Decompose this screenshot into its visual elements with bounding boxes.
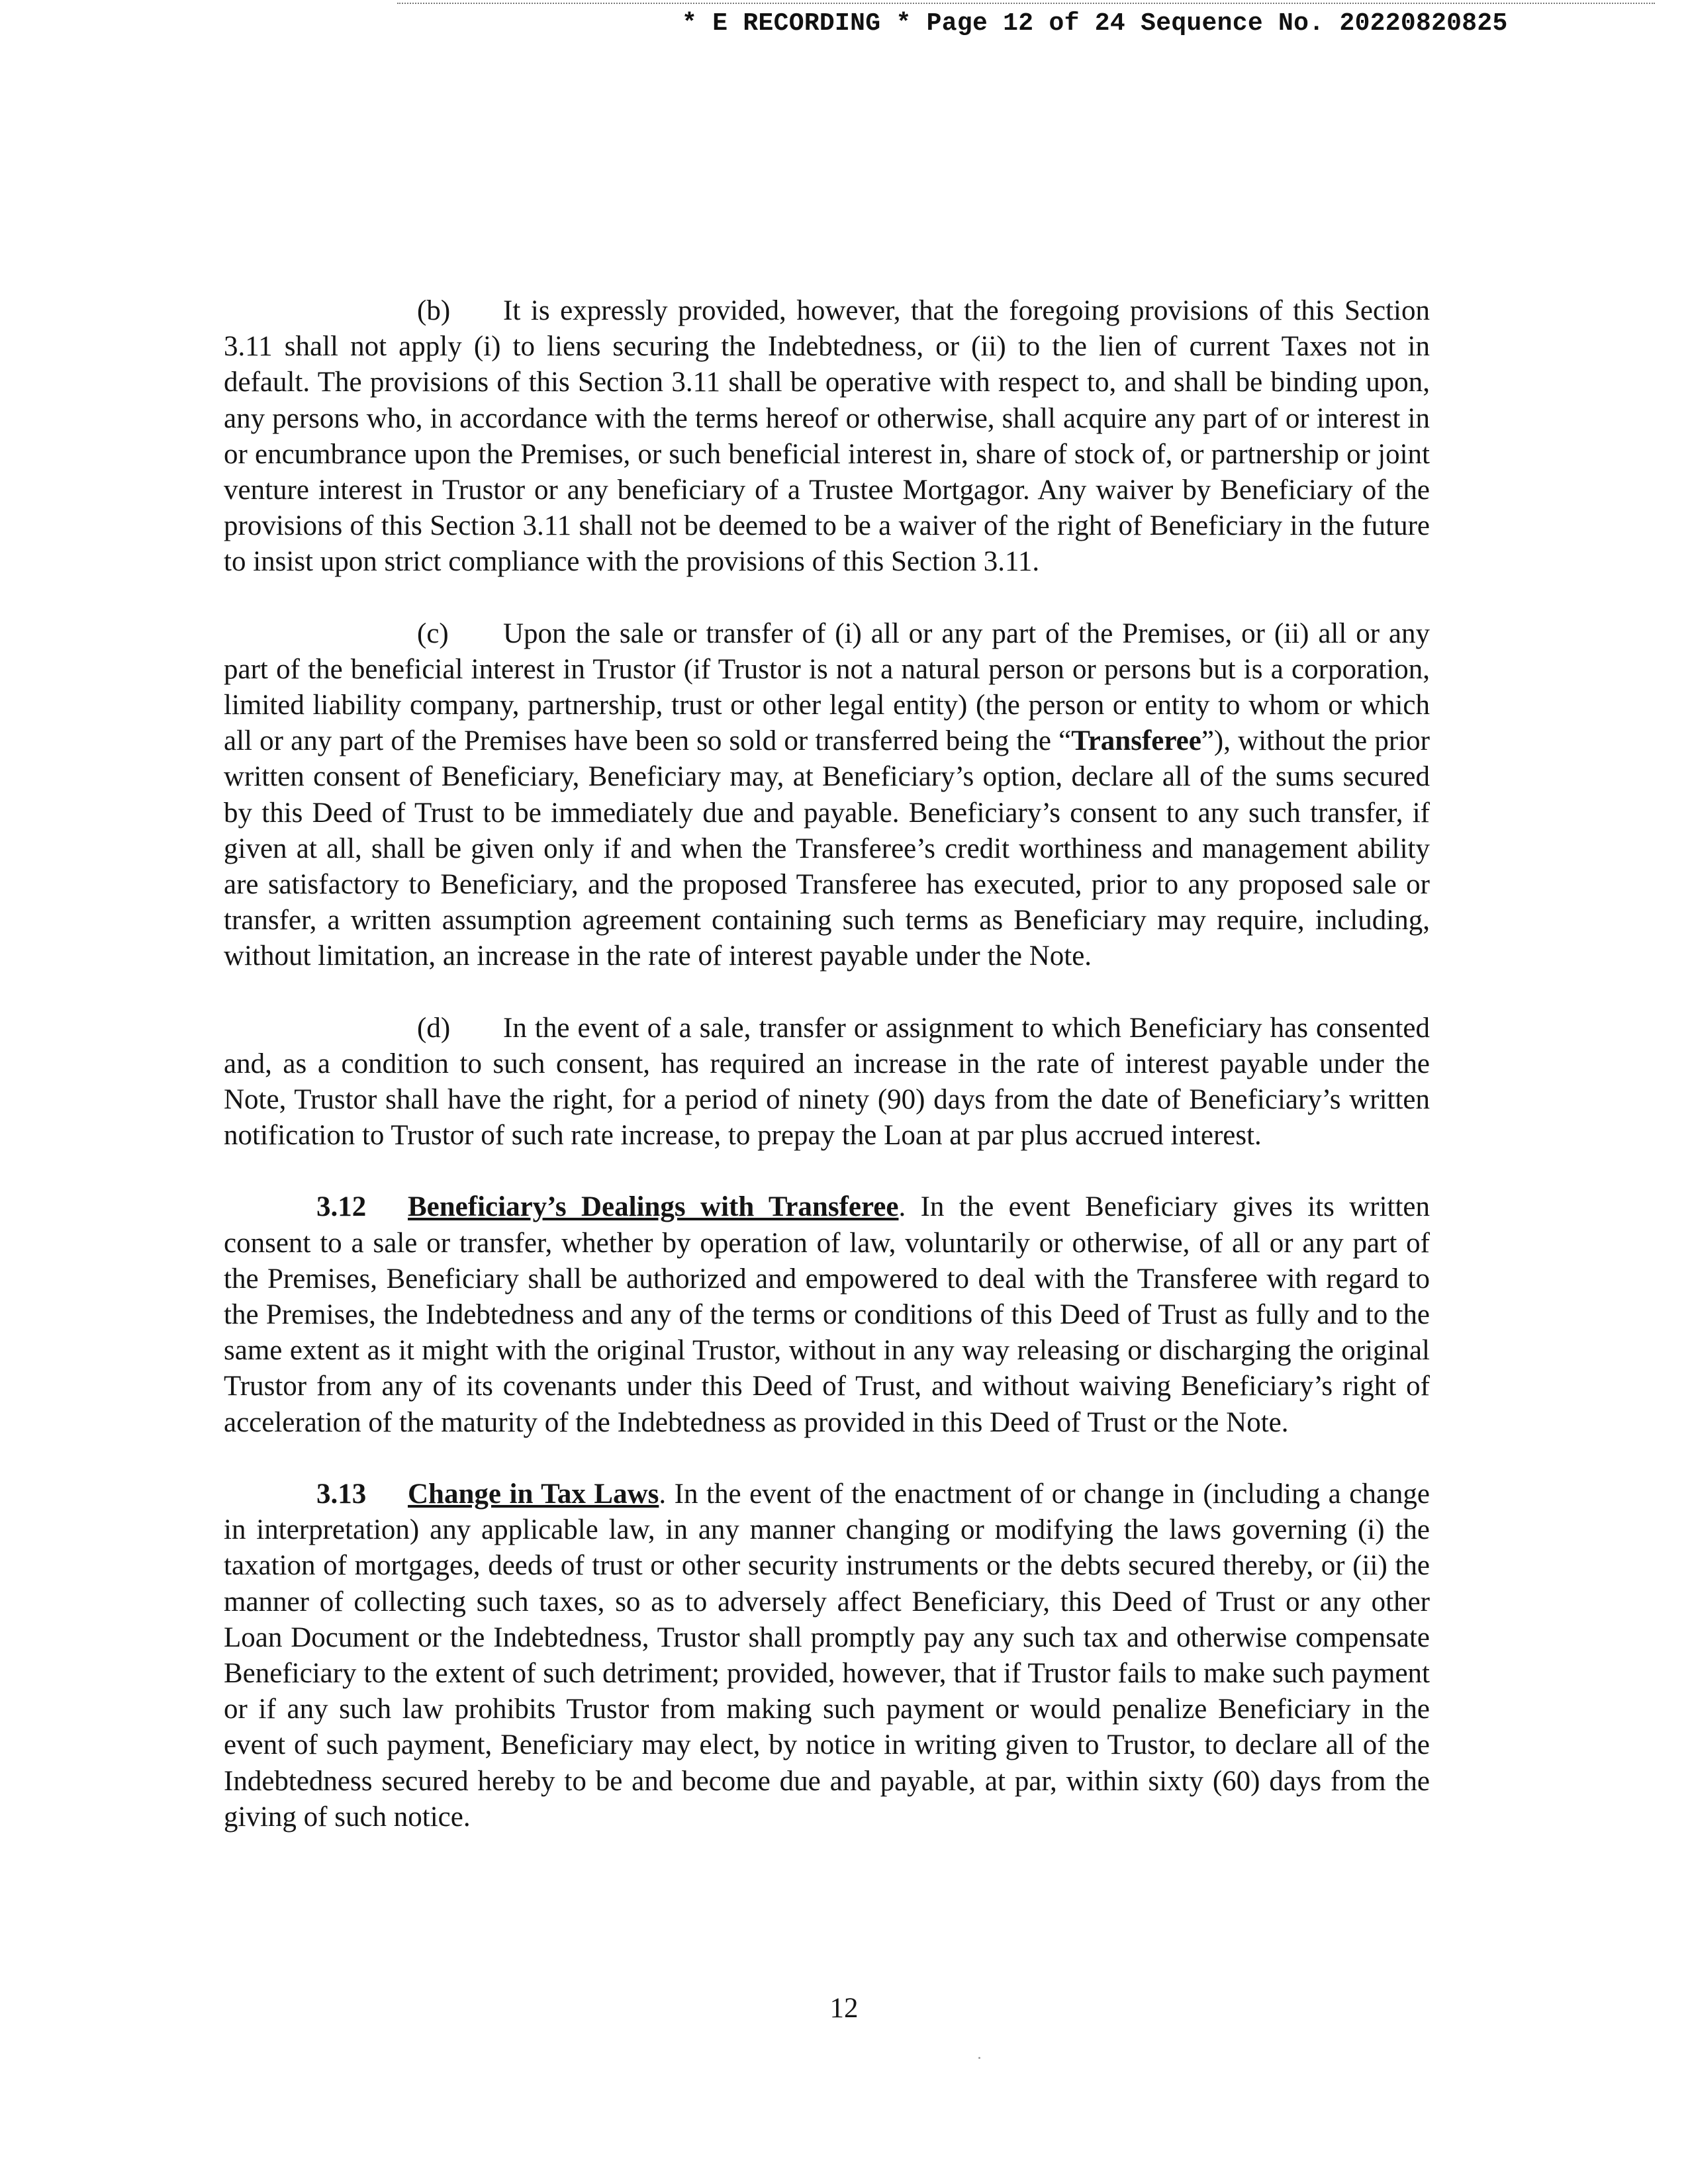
- paragraph-b-label: (b): [417, 295, 451, 326]
- paragraph-d-text: In the event of a sale, transfer or assignment to which Beneficiary has consented and, as a condition to such consent, has required an increase in the rate of interest payable under the Note, Trustor shall have the right, for a period of ninety (90) days from the date of Beneficiary’s written notification to Trustor of such rate increase, to prepay the Loan at par plus accrued interest.: [224, 1012, 1430, 1152]
- paragraph-c-text-after: ”), without the prior written consent of Beneficiary, Beneficiary may, at Beneficiary’s option, declare all of the sums secured by this Deed of Trust to be immediately due and payable. Beneficiary’s consent to any such transfer, if given at all, shall be given only if and when the Transferee’s credit worthiness and management ability are satisfactory to Beneficiary, and the proposed Transferee has executed, prior to any proposed sale or transfer, a written assumption agreement containing such terms as Beneficiary may require, including, without limitation, an increase in the rate of interest payable under the Note.: [224, 725, 1430, 972]
- paragraph-b-text: It is expressly provided, however, that the foregoing provisions of this Section 3.11 shall not apply (i) to liens securing the Indebtedness, or (ii) to the lien of current Taxes not in default. The provisions of this Section 3.11 shall be operative with respect to, and shall be binding upon, any persons who, in accordance with the terms hereof or otherwise, shall acquire any part of or interest in or encumbrance upon the Premises, or such beneficial interest in, share of stock of, or partnership or joint venture interest in Trustor or any beneficiary of a Trustee Mortgagor. Any waiver by Beneficiary of the provisions of this Section 3.11 shall not be deemed to be a waiver of the right of Beneficiary in the future to insist upon strict compliance with the provisions of this Section 3.11.: [224, 295, 1430, 578]
- section-3-12-number: 3.12: [316, 1191, 367, 1223]
- paragraph-c-label-wrap: [224, 618, 503, 649]
- section-3-12: [224, 1189, 1430, 1440]
- paragraph-c-label: (c): [417, 617, 449, 649]
- paragraph-d: [224, 1011, 1430, 1154]
- section-3-12-text: . In the event Beneficiary gives its written consent to a sale or transfer, whether by operation of law, voluntarily or otherwise, of all or any part of the Premises, Beneficiary shall be authorized and empowered to deal with the Transferee with regard to the Premises, the Indebtedness and any of the terms or conditions of this Deed of Trust as fully and to the same extent as it might with the original Trustor, without in any way releasing or discharging the original Trustor from any of its covenants under this Deed of Trust, and without waiving Beneficiary’s right of acceleration of the maturity of the Indebtedness as provided in this Deed of Trust or the Note.: [224, 1191, 1430, 1438]
- section-3-13-number: 3.13: [316, 1478, 367, 1510]
- paragraph-d-label-wrap: [224, 1013, 503, 1044]
- recording-stamp: * E RECORDING * Page 12 of 24 Sequence No. 20220820825: [682, 9, 1508, 38]
- section-3-13-text: . In the event of the enactment of or change in (including a change in interpretation) any applicable law, in any manner changing or modifying the laws governing (i) the taxation of mortgages, deeds of trust or other security instruments or the debts secured thereby, or (ii) the manner of collecting such taxes, so as to adversely affect Beneficiary, this Deed of Trust or any other Loan Document or the Indebtedness, Trustor shall promptly pay any such tax and otherwise compensate Beneficiary to the extent of such detriment; provided, however, that if Trustor fails to make such payment or if any such law prohibits Trustor from making such payment or would penalize Beneficiary in the event of such payment, Beneficiary may elect, by notice in writing given to Trustor, to declare all of the Indebtedness secured hereby to be and become due and payable, at par, within sixty (60) days from the giving of such notice.: [224, 1478, 1430, 1833]
- section-3-12-title: Beneficiary’s Dealings with Transferee: [408, 1191, 899, 1223]
- section-3-13: [224, 1477, 1430, 1835]
- paragraph-c: [224, 616, 1430, 975]
- section-3-13-title: Change in Tax Laws: [408, 1478, 659, 1510]
- paragraph-b: [224, 293, 1430, 580]
- paragraph-b-label-wrap: [224, 295, 503, 326]
- document-body: [224, 293, 1430, 1835]
- paragraph-c-text-before: Upon the sale or transfer of (i) all or any part of the Premises, or (ii) all or any part of the beneficial interest in Trustor (if Trustor is not a natural person or persons but is a corporation, limited liability company, partnership, trust or other legal entity) (the person or entity to whom or which all or any part of the Premises have been so sold or transferred being the “: [224, 617, 1430, 757]
- top-dotted-rule: [397, 3, 1655, 4]
- page-number: 12: [829, 1993, 859, 2024]
- paragraph-d-label: (d): [417, 1012, 451, 1044]
- defined-term-transferee: Transferee: [1071, 725, 1201, 757]
- scan-speck: [978, 2057, 980, 2059]
